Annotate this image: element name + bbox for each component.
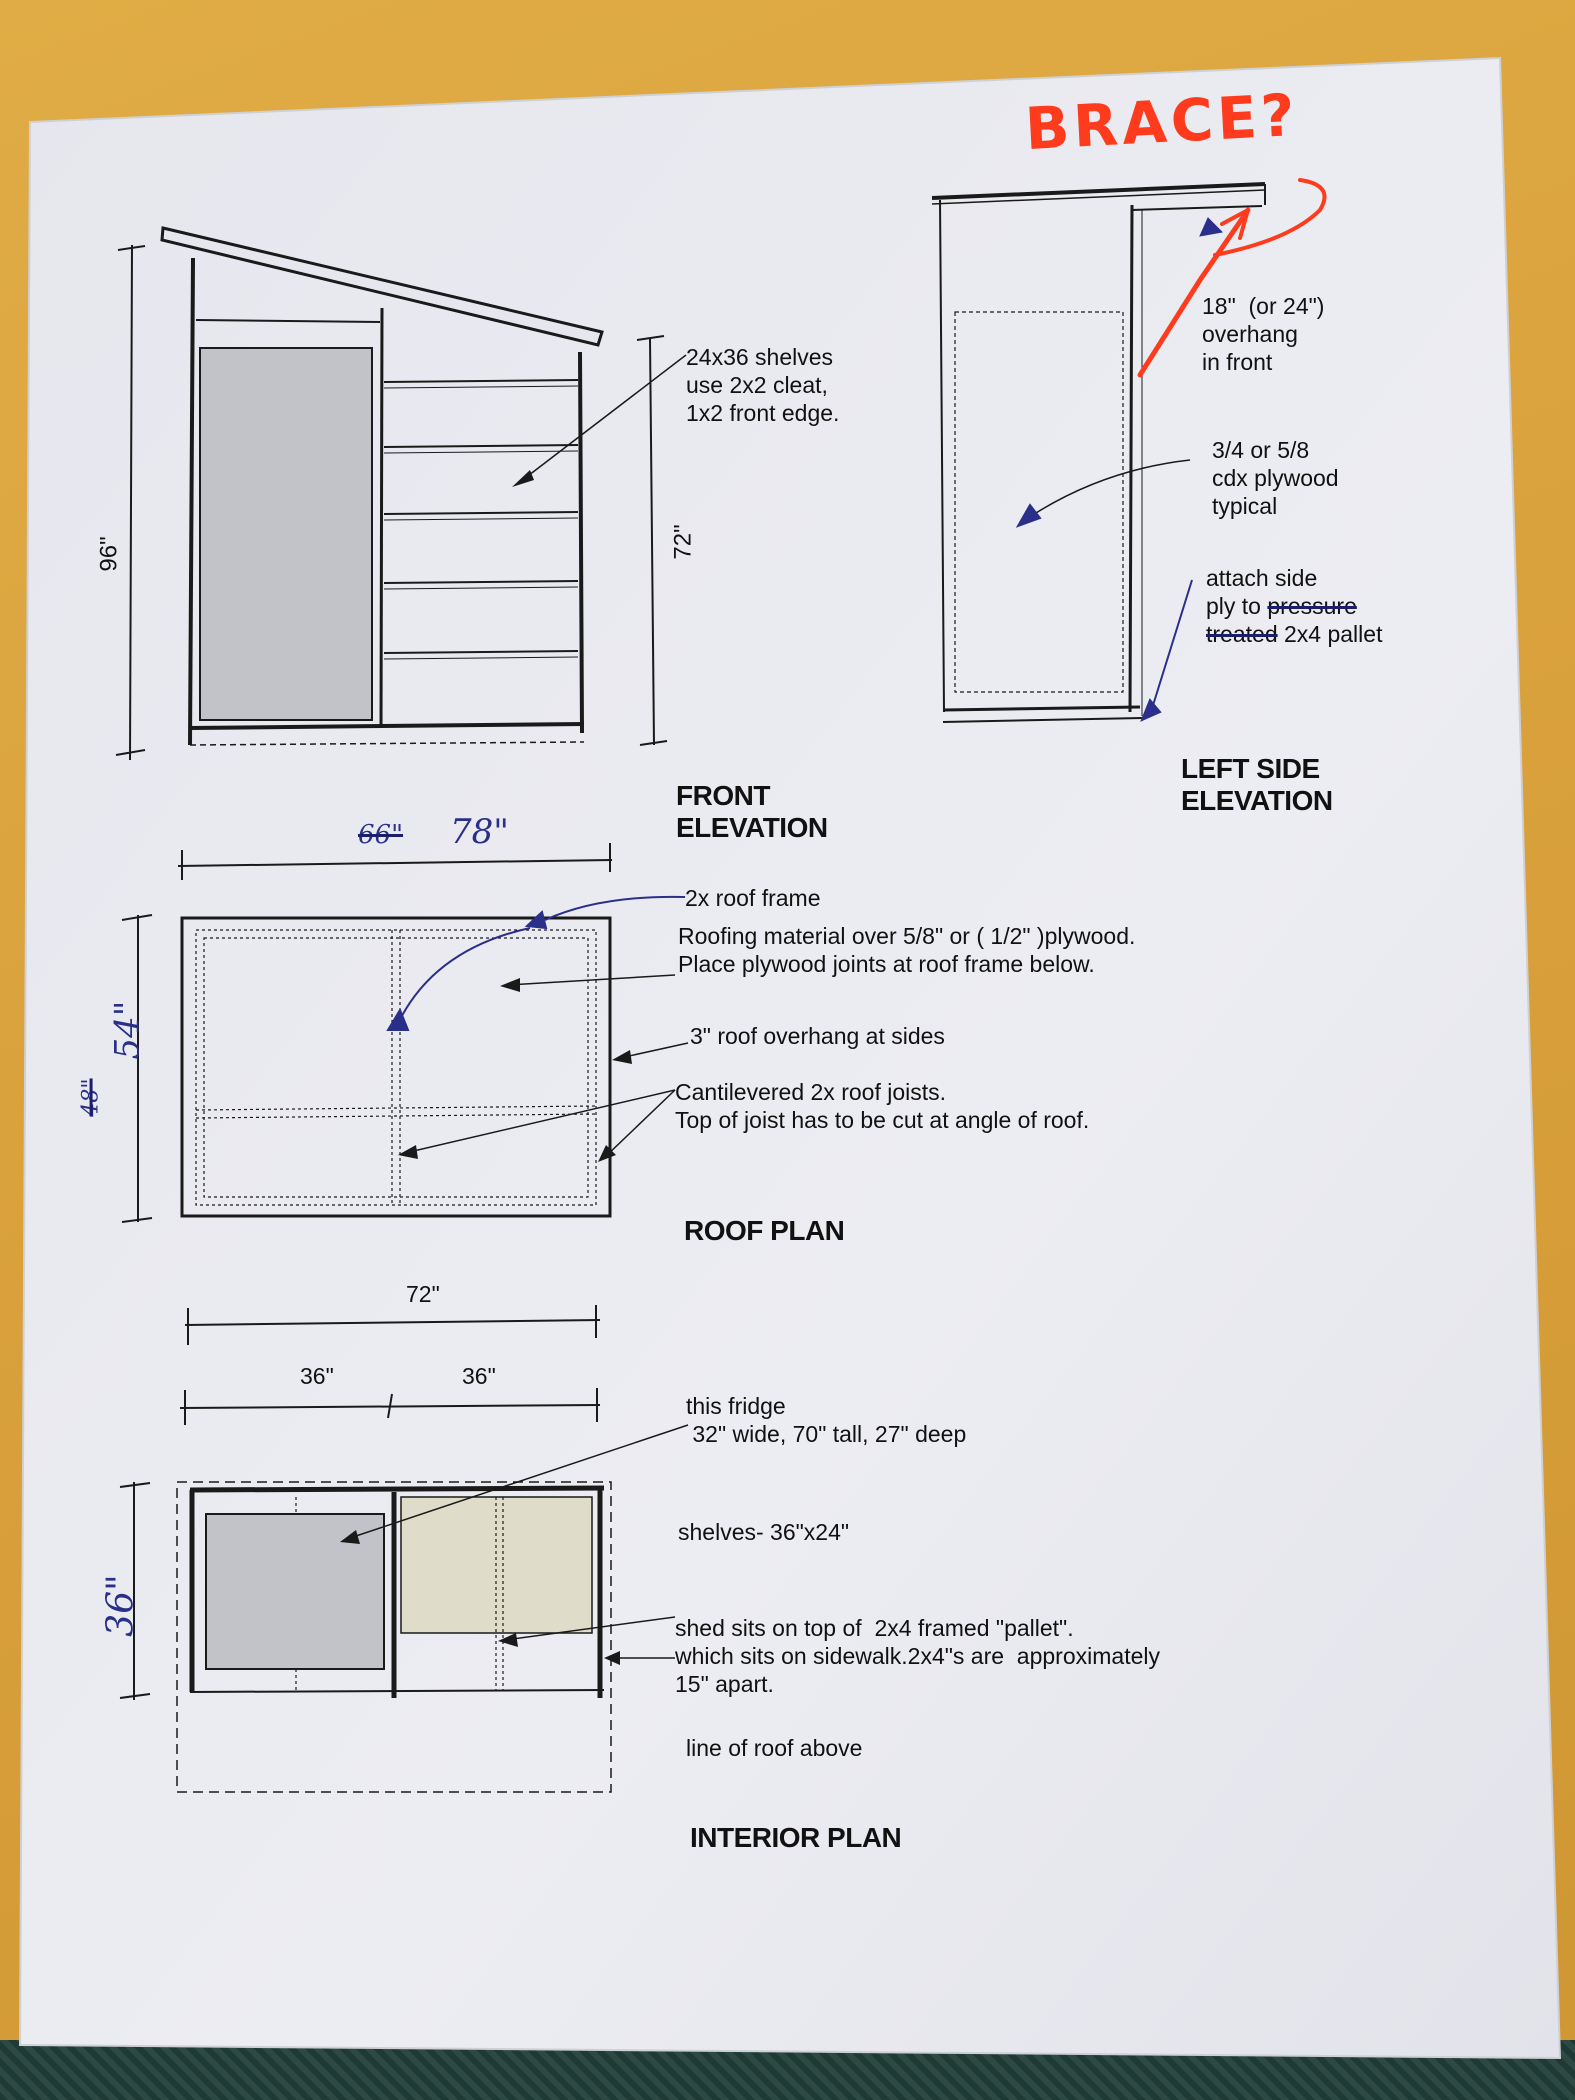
fridge-line1: this fridge bbox=[686, 1393, 786, 1419]
left-side-title-2: ELEVATION bbox=[1181, 785, 1333, 816]
roof-dim-width: 78" bbox=[450, 812, 509, 852]
roof-dim-depth-struck: 48" bbox=[78, 1078, 104, 1117]
roof-dim-width-struck: 66" bbox=[358, 820, 404, 850]
interior-plan-title: INTERIOR PLAN bbox=[690, 1822, 902, 1853]
front-elevation-drawing bbox=[116, 228, 686, 760]
interior-dim-36-left: 36" bbox=[300, 1363, 334, 1389]
interior-plan-drawing bbox=[120, 1305, 688, 1792]
plywood-line2: cdx plywood bbox=[1212, 465, 1339, 491]
interior-dim-depth: 36" bbox=[100, 1574, 142, 1637]
overhang-line2: overhang bbox=[1202, 321, 1298, 347]
roof-plan-drawing bbox=[122, 843, 688, 1222]
interior-dim-36-right: 36" bbox=[462, 1363, 496, 1389]
shelves-note-line2: use 2x2 cleat, bbox=[686, 372, 828, 398]
brace-annotation: BRACE? bbox=[1023, 80, 1301, 164]
pallet-note bbox=[675, 1614, 1160, 1698]
shelves-note-line3: 1x2 front edge. bbox=[686, 400, 840, 426]
overhang-line1: 18" (or 24") bbox=[1202, 293, 1325, 319]
pallet-line3: 15" apart. bbox=[675, 1671, 774, 1697]
attach-line1: attach side bbox=[1206, 565, 1318, 591]
plywood-line3: typical bbox=[1212, 493, 1278, 519]
attach-line3 bbox=[1206, 620, 1382, 648]
joists-note bbox=[675, 1078, 1089, 1134]
roofing-line2: Place plywood joints at roof frame below. bbox=[678, 951, 1095, 977]
attach-line2-text: ply to bbox=[1206, 593, 1268, 619]
joists-line2: Top of joist has to be cut at angle of roof. bbox=[675, 1107, 1090, 1133]
attach-note bbox=[1206, 564, 1382, 648]
roof-overhang-note: 3" roof overhang at sides bbox=[690, 1023, 945, 1049]
pallet-line1: shed sits on top of 2x4 framed "pallet". bbox=[675, 1615, 1074, 1641]
roof-dim-depth: 54" bbox=[107, 1000, 148, 1060]
plywood-line1: 3/4 or 5/8 bbox=[1212, 437, 1310, 463]
roof-frame-note: 2x roof frame bbox=[685, 885, 821, 911]
roofing-note bbox=[678, 922, 1135, 978]
interior-dim-72: 72" bbox=[406, 1281, 440, 1307]
roof-plan-title: ROOF PLAN bbox=[684, 1215, 845, 1246]
pallet-line2: which sits on sidewalk.2x4"s are approximately bbox=[675, 1643, 1160, 1669]
fridge-note bbox=[686, 1392, 966, 1448]
left-side-title-1: LEFT SIDE bbox=[1181, 753, 1320, 784]
fridge-line2: 32" wide, 70" tall, 27" deep bbox=[686, 1421, 967, 1447]
front-dim-72: 72" bbox=[669, 524, 697, 560]
plywood-note bbox=[1212, 436, 1339, 520]
roof-line-note: line of roof above bbox=[686, 1735, 863, 1761]
attach-line2 bbox=[1206, 592, 1382, 620]
overhang-line3: in front bbox=[1202, 349, 1273, 375]
joists-line1: Cantilevered 2x roof joists. bbox=[675, 1079, 947, 1105]
front-elevation-title-1: FRONT bbox=[676, 780, 770, 811]
overhang-note bbox=[1202, 292, 1324, 376]
shelves-note-line1: 24x36 shelves bbox=[686, 344, 834, 370]
front-dim-96: 96" bbox=[95, 536, 123, 572]
front-shelves-note bbox=[686, 343, 839, 427]
roofing-line1: Roofing material over 5/8" or ( 1/2" )plywood. bbox=[678, 923, 1136, 949]
interior-shelves-note: shelves- 36"x24" bbox=[678, 1519, 850, 1545]
front-elevation-title-2: ELEVATION bbox=[676, 812, 828, 843]
attach-line3-text: 2x4 pallet bbox=[1277, 621, 1383, 647]
attach-struck-pressure: pressure bbox=[1267, 593, 1357, 619]
attach-struck-treated: treated bbox=[1206, 621, 1278, 647]
